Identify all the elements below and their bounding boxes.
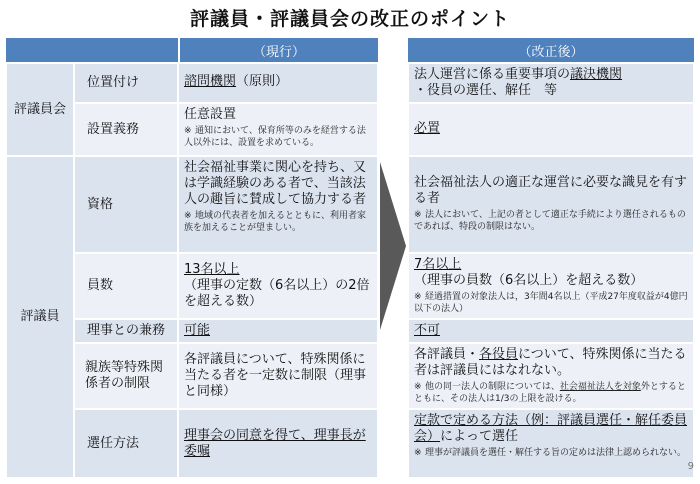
- revised-relatives: [408, 343, 694, 409]
- current-position-rest: （原則）: [236, 74, 289, 89]
- current-establishment-main: 任意設置: [184, 107, 237, 122]
- current-relatives: [178, 343, 378, 409]
- revised-relatives-note-underlined: 社会福祉法人を対象: [559, 382, 641, 392]
- row-label-establishment: 設置義務: [74, 103, 178, 156]
- current-position-main: 諮問機関: [184, 74, 237, 89]
- current-number-main: 13名以上: [184, 262, 240, 277]
- current-establishment-note: 通知において、保育所等のみを経営する法人以外には、設置を求めている。: [184, 126, 366, 148]
- current-qualification: [178, 156, 378, 253]
- revised-relatives-a: 各評議員・: [414, 347, 480, 362]
- note-mark: ※: [184, 126, 192, 136]
- revised-selection: [408, 409, 694, 478]
- revised-position-underlined: 議決機関: [570, 67, 623, 82]
- right-arrow-icon: [380, 162, 406, 330]
- page-number: 9: [687, 461, 694, 472]
- note-mark: ※: [414, 292, 422, 302]
- category-councilor: 評議員: [6, 156, 74, 478]
- revised-qualification-note: 法人において、上記の者として適正な手続により選任されるものであれば、特段の制限はない。: [414, 210, 686, 232]
- current-concurrent: [178, 319, 378, 343]
- note-mark: ※: [414, 382, 422, 392]
- revised-establishment: [408, 103, 694, 156]
- note-mark: ※: [184, 211, 192, 221]
- row-label-position: 位置付け: [74, 63, 178, 103]
- revised-number-main: 7名以上: [414, 257, 462, 272]
- revised-number-note: 経過措置の対象法人は，3年間4名以上（平成27年度収益が4億円以下の法人）: [414, 292, 688, 314]
- row-label-concurrent: 理事との兼務: [74, 319, 178, 343]
- revised-selection-underlined: 定款で定める方法（例：評議員選任・解任委員会）: [414, 413, 688, 444]
- note-mark: ※: [414, 448, 422, 458]
- current-establishment: [178, 103, 378, 156]
- revised-selection-rest: によって選任: [440, 429, 519, 444]
- revised-relatives-note-a: 他の同一法人の制限については、: [425, 382, 560, 392]
- revised-relatives-underlined: 各役員: [479, 347, 519, 362]
- revised-number-rest: （理事の員数（6名以上）を超える数）: [414, 273, 644, 288]
- current-number-rest: （理事の定数（6名以上）の2倍を超える数）: [184, 278, 370, 309]
- revised-relatives-b: について、特殊関係に当たる者は評議員にはなれない。: [414, 347, 687, 378]
- revised-number: [408, 253, 694, 319]
- revised-qualification: [408, 156, 694, 253]
- current-position: [178, 63, 378, 103]
- header-revised: （改正後）: [408, 38, 694, 62]
- current-selection-main: 理事会の同意を得て、理事長が委嘱: [184, 428, 366, 459]
- revised-qualification-main: 社会福祉法人の適正な運営に必要な識見を有する者: [414, 175, 688, 206]
- header-current: （現行）: [180, 38, 378, 62]
- revised-concurrent-main: 不可: [414, 323, 441, 338]
- revised-selection-note: 理事が評議員を選任・解任する旨の定めは法律上認められない。: [425, 448, 687, 458]
- current-concurrent-main: 可能: [184, 323, 211, 338]
- revised-concurrent: [408, 319, 694, 343]
- row-label-number: 員数: [74, 253, 178, 319]
- revised-position: [408, 63, 694, 103]
- revised-position-text: 法人運営に係る重要事項の: [414, 67, 571, 82]
- header-blank: [6, 38, 178, 62]
- page-title: 評議員・評議員会の改正のポイント: [189, 8, 510, 30]
- revised-position-line2: ・役員の選任、解任 等: [414, 83, 558, 98]
- row-label-qualification: 資格: [74, 156, 178, 253]
- row-label-selection: 選任方法: [74, 409, 178, 478]
- revised-establishment-main: 必置: [414, 121, 441, 136]
- revised-relatives-note-b: 外とするとともに、その法人は1/3の上限を設ける。: [414, 382, 686, 404]
- current-qualification-note: 地域の代表者を加えるとともに、利用者家族を加えることが望ましい。: [184, 211, 367, 233]
- category-council: 評議員会: [6, 63, 74, 156]
- current-qualification-main: 社会福祉事業に関心を持ち、又は学識経験のある者で、当該法人の趣旨に賛成して協力する者: [184, 160, 367, 207]
- current-number: [178, 253, 378, 319]
- current-selection: [178, 409, 378, 478]
- current-relatives-main: 各評議員について、特殊関係に当たる者を一定数に制限（理事と同様）: [184, 352, 367, 399]
- row-label-relatives: 親族等特殊関係者の制限: [74, 343, 178, 409]
- note-mark: ※: [414, 210, 422, 220]
